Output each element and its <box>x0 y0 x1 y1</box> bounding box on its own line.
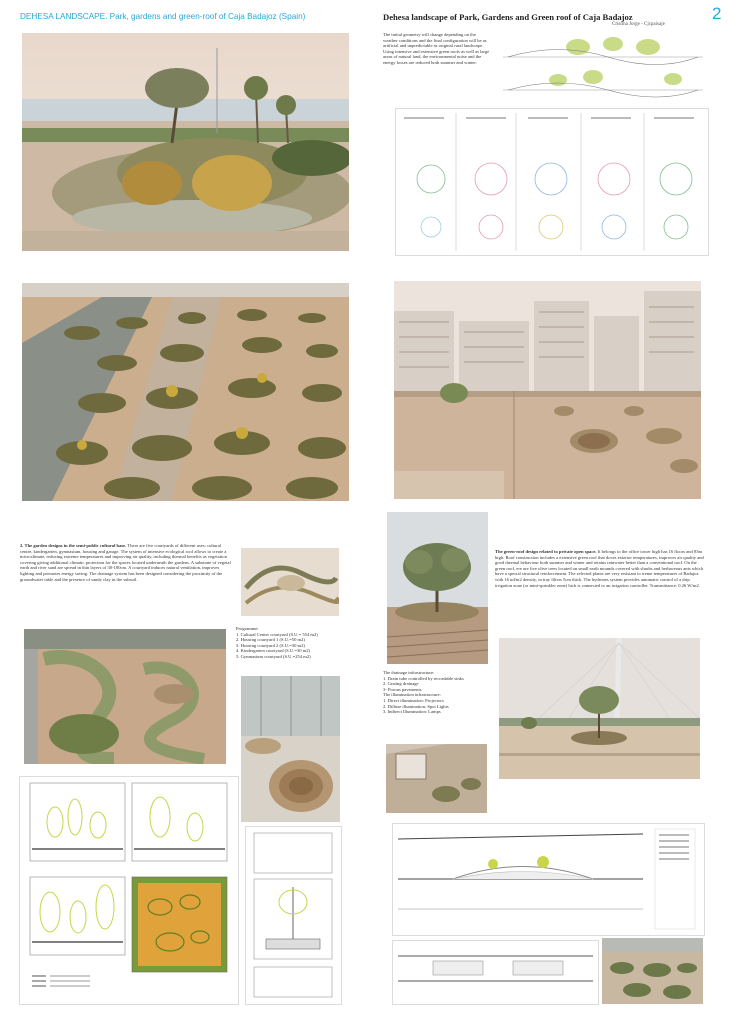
drainage-item: 2. Grating drainage <box>383 681 419 687</box>
drainage-item: 3- Porous pavements <box>383 686 422 692</box>
drainage-title: The drainage infrastructure: <box>383 670 435 675</box>
programme-list <box>236 626 346 660</box>
glass-courtyard-photo <box>241 676 340 822</box>
programme-item: 1. Cultural Center courtyard (S.U.= 554 m2) <box>236 631 318 637</box>
roof-bridge-view-photo <box>499 638 700 779</box>
green-roof-body: It belongs to the office tower high has 16 floors and 83m high. Roof construction includes a extensive green roof that doces exterior temperatures, improves air quality and good thermal behaviour both summer and winter and retains rainwater better than a conventional roof. On the green roof, ere are five olive trees located on small earth mounds covered with shrubs and herbaceous ants which have a special structural reinforcement. The selected plants are very resistant to treme temperatures of Badajoz with 16 ud/m2 density, in tray filters 5cm thick. The hydrones system provides automatic control of a drip irrigation zone (or mini-sprinkler zone) hich is connected to an irrigation controller. Transmittance: 0.26 W/m2. <box>495 549 704 588</box>
intro-text: The initial geometry will change depending on the weather conditions and the final configuration will be as artificial and unpredictable as original rural landscape. Using intensive and extensive green roofs as well as large areas of natural land, the environmental noise and the energy losses are reduced both summer and winter. <box>383 32 490 65</box>
page-number: 2 <box>712 4 722 23</box>
programme-item: 2. Housing courtyard 1 (S.U.=50 m2) <box>236 637 305 643</box>
green-roof-section-text <box>495 549 707 588</box>
illumination-item: 2. Diffuse illumination: Spot Lights <box>383 703 449 709</box>
left-page-title: DEHESA LANDSCAPE. Park, gardens and green-roof of Caja Badajoz (Spain) <box>20 12 306 21</box>
planting-scheme-diagrams <box>395 108 709 256</box>
rooftop-aerial-photo <box>602 938 703 1004</box>
programme-item: 3. Housing courtyard 2 (S.U.=30 m2) <box>236 642 305 648</box>
drainage-detail-photo <box>386 744 487 813</box>
roof-cross-section-drawing <box>392 940 599 1005</box>
author-credit: Cristina Jorge - Cjcpaisaje <box>612 22 665 27</box>
programme-title: Programme: <box>236 626 259 631</box>
illumination-title: The illumination infrastructure: <box>383 692 441 698</box>
garden-section-body: There are five courtyards of different uses: cultural centre, kindergarten, gymnasium, housing and garage. The system of intensive ecological roof allows to create a microclimate, reducing extreme temperatures and improving air quality, including thermal benefits as vegetation covering giving additional climatic protection for the spaces located underneath the gardens. A substrate of vegetal earth and river sand are spread in thin layers of 30-100cm. A courtyard induces natural ventilation, improves lighting and promotes energy saving. The drainage system has been designed considering the proximity of the groundwater table and the presence of sandy clay in the subsoil. <box>20 543 231 582</box>
garden-section-title: 2. The garden designs in the semi-public cultural base. <box>20 543 127 548</box>
programme-item: 5. Gymnasium courtyard (S.U.=254 m2) <box>236 653 311 659</box>
courtyard-aerial-photo <box>241 548 339 616</box>
courtyard-sections-drawing <box>19 776 239 1005</box>
infrastructure-text <box>383 670 493 715</box>
green-roof-city-photo <box>394 281 701 499</box>
garden-mound-photo <box>22 33 349 251</box>
green-roof-title: The green-roof design related to private open space. <box>495 549 597 554</box>
programme-item: 4. Kindergarten courtyard (S.U.=30 m2) <box>236 648 311 654</box>
right-page-title: Dehesa landscape of Park, Gardens and Green roof of Caja Badajoz <box>383 12 633 22</box>
olive-tree-roof-photo <box>387 512 488 664</box>
tree-pit-detail-drawing <box>245 826 342 1005</box>
garden-section-text <box>20 543 234 582</box>
courtyard-plant-beds-photo <box>22 283 349 501</box>
roof-long-section-drawing <box>392 823 705 936</box>
concept-sketch <box>498 32 708 102</box>
drainage-item: 1. Drain tube controlled by recordable sinks <box>383 675 464 681</box>
illumination-item: 3. Indirect Illumination: Lamps <box>383 709 441 715</box>
illumination-item: 1. Direct illumination: Projectors <box>383 697 444 703</box>
courtyard-paths-photo <box>24 629 226 764</box>
